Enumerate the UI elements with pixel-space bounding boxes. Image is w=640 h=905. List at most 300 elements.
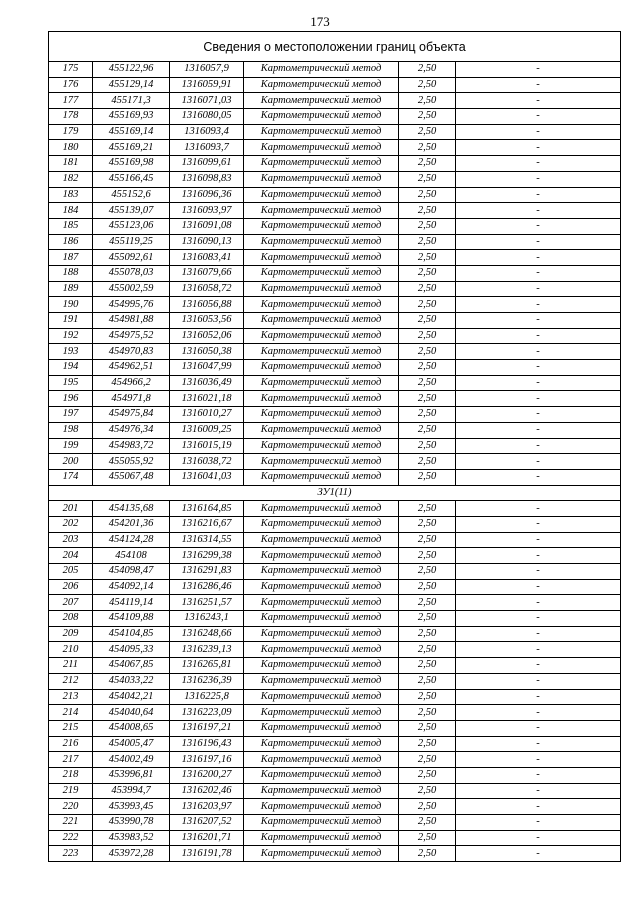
point-number-cell: 207 [49, 595, 93, 611]
accuracy-cell: 2,50 [399, 548, 456, 564]
x-coordinate-cell: 454033,22 [93, 673, 170, 689]
accuracy-cell: 2,50 [399, 109, 456, 125]
y-coordinate-cell: 1316236,39 [170, 673, 244, 689]
method-cell: Картометрический метод [244, 767, 399, 783]
method-cell: Картометрический метод [244, 564, 399, 580]
description-cell: - [456, 62, 621, 78]
point-number-cell: 198 [49, 422, 93, 438]
table-row [49, 642, 621, 658]
point-number-cell: 200 [49, 454, 93, 470]
point-number-cell: 188 [49, 265, 93, 281]
point-number-cell: 182 [49, 171, 93, 187]
accuracy-cell: 2,50 [399, 579, 456, 595]
description-cell: - [456, 846, 621, 862]
description-cell: - [456, 736, 621, 752]
method-cell: Картометрический метод [244, 313, 399, 329]
table-row [49, 438, 621, 454]
x-coordinate-cell: 454962,51 [93, 360, 170, 376]
y-coordinate-cell: 1316197,16 [170, 752, 244, 768]
table-row [49, 469, 621, 485]
y-coordinate-cell: 1316080,05 [170, 109, 244, 125]
y-coordinate-cell: 1316251,57 [170, 595, 244, 611]
y-coordinate-cell: 1316314,55 [170, 532, 244, 548]
description-cell: - [456, 564, 621, 580]
method-cell: Картометрический метод [244, 705, 399, 721]
table-row [49, 846, 621, 862]
y-coordinate-cell: 1316291,83 [170, 564, 244, 580]
y-coordinate-cell: 1316038,72 [170, 454, 244, 470]
accuracy-cell: 2,50 [399, 140, 456, 156]
description-cell: - [456, 77, 621, 93]
y-coordinate-cell: 1316099,61 [170, 156, 244, 172]
accuracy-cell: 2,50 [399, 438, 456, 454]
description-cell: - [456, 658, 621, 674]
description-cell: - [456, 313, 621, 329]
table-row [49, 579, 621, 595]
accuracy-cell: 2,50 [399, 281, 456, 297]
description-cell: - [456, 124, 621, 140]
x-coordinate-cell: 454002,49 [93, 752, 170, 768]
y-coordinate-cell: 1316164,85 [170, 501, 244, 517]
table-row [49, 454, 621, 470]
x-coordinate-cell: 455169,21 [93, 140, 170, 156]
method-cell: Картометрический метод [244, 720, 399, 736]
point-number-cell: 205 [49, 564, 93, 580]
method-cell: Картометрический метод [244, 62, 399, 78]
method-cell: Картометрический метод [244, 203, 399, 219]
description-cell: - [456, 830, 621, 846]
x-coordinate-cell: 454970,83 [93, 344, 170, 360]
point-number-cell: 180 [49, 140, 93, 156]
x-coordinate-cell: 455139,07 [93, 203, 170, 219]
point-number-cell: 203 [49, 532, 93, 548]
method-cell: Картометрический метод [244, 673, 399, 689]
accuracy-cell: 2,50 [399, 532, 456, 548]
method-cell: Картометрический метод [244, 815, 399, 831]
method-cell: Картометрический метод [244, 736, 399, 752]
x-coordinate-cell: 454119,14 [93, 595, 170, 611]
point-number-cell: 176 [49, 77, 93, 93]
method-cell: Картометрический метод [244, 77, 399, 93]
point-number-cell: 223 [49, 846, 93, 862]
x-coordinate-cell: 454008,65 [93, 720, 170, 736]
table-row [49, 673, 621, 689]
table-row [49, 328, 621, 344]
accuracy-cell: 2,50 [399, 705, 456, 721]
description-cell: - [456, 626, 621, 642]
point-number-cell: 204 [49, 548, 93, 564]
accuracy-cell: 2,50 [399, 234, 456, 250]
x-coordinate-cell: 454095,33 [93, 642, 170, 658]
table-row [49, 109, 621, 125]
x-coordinate-cell: 454976,34 [93, 422, 170, 438]
point-number-cell: 221 [49, 815, 93, 831]
table-row [49, 626, 621, 642]
accuracy-cell: 2,50 [399, 218, 456, 234]
x-coordinate-cell: 455129,14 [93, 77, 170, 93]
description-cell: - [456, 720, 621, 736]
method-cell: Картометрический метод [244, 360, 399, 376]
method-cell: Картометрический метод [244, 375, 399, 391]
point-number-cell: 219 [49, 783, 93, 799]
x-coordinate-cell: 455002,59 [93, 281, 170, 297]
point-number-cell: 208 [49, 611, 93, 627]
point-number-cell: 216 [49, 736, 93, 752]
point-number-cell: 214 [49, 705, 93, 721]
point-number-cell: 194 [49, 360, 93, 376]
x-coordinate-cell: 454983,72 [93, 438, 170, 454]
y-coordinate-cell: 1316196,43 [170, 736, 244, 752]
point-number-cell: 177 [49, 93, 93, 109]
point-number-cell: 179 [49, 124, 93, 140]
description-cell: - [456, 595, 621, 611]
table-row [49, 234, 621, 250]
table-row [49, 783, 621, 799]
point-number-cell: 210 [49, 642, 93, 658]
method-cell: Картометрический метод [244, 752, 399, 768]
table-row [49, 689, 621, 705]
x-coordinate-cell: 453993,45 [93, 799, 170, 815]
section-header-row [49, 485, 621, 501]
method-cell: Картометрический метод [244, 265, 399, 281]
x-coordinate-cell: 454005,47 [93, 736, 170, 752]
point-number-cell: 213 [49, 689, 93, 705]
point-number-cell: 189 [49, 281, 93, 297]
method-cell: Картометрический метод [244, 328, 399, 344]
description-cell: - [456, 265, 621, 281]
y-coordinate-cell: 1316093,7 [170, 140, 244, 156]
description-cell: - [456, 109, 621, 125]
method-cell: Картометрический метод [244, 156, 399, 172]
y-coordinate-cell: 1316041,03 [170, 469, 244, 485]
y-coordinate-cell: 1316223,09 [170, 705, 244, 721]
method-cell: Картометрический метод [244, 548, 399, 564]
table-row [49, 360, 621, 376]
method-cell: Картометрический метод [244, 689, 399, 705]
description-cell: - [456, 501, 621, 517]
y-coordinate-cell: 1316047,99 [170, 360, 244, 376]
method-cell: Картометрический метод [244, 187, 399, 203]
point-number-cell: 201 [49, 501, 93, 517]
y-coordinate-cell: 1316083,41 [170, 250, 244, 266]
y-coordinate-cell: 1316197,21 [170, 720, 244, 736]
y-coordinate-cell: 1316093,4 [170, 124, 244, 140]
table-title: Сведения о местоположении границ объекта [49, 32, 621, 62]
description-cell: - [456, 454, 621, 470]
accuracy-cell: 2,50 [399, 297, 456, 313]
method-cell: Картометрический метод [244, 532, 399, 548]
point-number-cell: 199 [49, 438, 93, 454]
table-row [49, 187, 621, 203]
point-number-cell: 217 [49, 752, 93, 768]
point-number-cell: 218 [49, 767, 93, 783]
description-cell: - [456, 218, 621, 234]
method-cell: Картометрический метод [244, 391, 399, 407]
accuracy-cell: 2,50 [399, 689, 456, 705]
x-coordinate-cell: 454040,64 [93, 705, 170, 721]
table-row [49, 815, 621, 831]
description-cell: - [456, 344, 621, 360]
table-row [49, 767, 621, 783]
x-coordinate-cell: 453994,7 [93, 783, 170, 799]
table-row [49, 375, 621, 391]
description-cell: - [456, 767, 621, 783]
accuracy-cell: 2,50 [399, 375, 456, 391]
y-coordinate-cell: 1316248,66 [170, 626, 244, 642]
accuracy-cell: 2,50 [399, 611, 456, 627]
y-coordinate-cell: 1316202,46 [170, 783, 244, 799]
description-cell: - [456, 469, 621, 485]
x-coordinate-cell: 453996,81 [93, 767, 170, 783]
table-row [49, 407, 621, 423]
method-cell: Картометрический метод [244, 281, 399, 297]
x-coordinate-cell: 455169,98 [93, 156, 170, 172]
method-cell: Картометрический метод [244, 250, 399, 266]
method-cell: Картометрический метод [244, 218, 399, 234]
y-coordinate-cell: 1316093,97 [170, 203, 244, 219]
table-row [49, 799, 621, 815]
accuracy-cell: 2,50 [399, 752, 456, 768]
method-cell: Картометрический метод [244, 783, 399, 799]
table-row [49, 422, 621, 438]
table-body [49, 32, 621, 862]
point-number-cell: 209 [49, 626, 93, 642]
method-cell: Картометрический метод [244, 140, 399, 156]
table-row [49, 62, 621, 78]
x-coordinate-cell: 455119,25 [93, 234, 170, 250]
point-number-cell: 174 [49, 469, 93, 485]
table-row [49, 501, 621, 517]
point-number-cell: 193 [49, 344, 93, 360]
description-cell: - [456, 673, 621, 689]
x-coordinate-cell: 455122,96 [93, 62, 170, 78]
table-row [49, 705, 621, 721]
accuracy-cell: 2,50 [399, 344, 456, 360]
x-coordinate-cell: 455169,93 [93, 109, 170, 125]
accuracy-cell: 2,50 [399, 171, 456, 187]
y-coordinate-cell: 1316058,72 [170, 281, 244, 297]
y-coordinate-cell: 1316021,18 [170, 391, 244, 407]
point-number-cell: 175 [49, 62, 93, 78]
table-row [49, 736, 621, 752]
point-number-cell: 195 [49, 375, 93, 391]
accuracy-cell: 2,50 [399, 720, 456, 736]
accuracy-cell: 2,50 [399, 815, 456, 831]
description-cell: - [456, 140, 621, 156]
method-cell: Картометрический метод [244, 454, 399, 470]
accuracy-cell: 2,50 [399, 187, 456, 203]
method-cell: Картометрический метод [244, 93, 399, 109]
description-cell: - [456, 203, 621, 219]
description-cell: - [456, 516, 621, 532]
accuracy-cell: 2,50 [399, 77, 456, 93]
accuracy-cell: 2,50 [399, 783, 456, 799]
y-coordinate-cell: 1316286,46 [170, 579, 244, 595]
table-row [49, 140, 621, 156]
point-number-cell: 192 [49, 328, 93, 344]
x-coordinate-cell: 455055,92 [93, 454, 170, 470]
description-cell: - [456, 234, 621, 250]
x-coordinate-cell: 454966,2 [93, 375, 170, 391]
table-row [49, 595, 621, 611]
table-row [49, 344, 621, 360]
description-cell: - [456, 548, 621, 564]
accuracy-cell: 2,50 [399, 422, 456, 438]
description-cell: - [456, 611, 621, 627]
description-cell: - [456, 705, 621, 721]
y-coordinate-cell: 1316010,27 [170, 407, 244, 423]
x-coordinate-cell: 454067,85 [93, 658, 170, 674]
method-cell: Картометрический метод [244, 658, 399, 674]
table-row [49, 548, 621, 564]
y-coordinate-cell: 1316071,03 [170, 93, 244, 109]
method-cell: Картометрический метод [244, 109, 399, 125]
point-number-cell: 181 [49, 156, 93, 172]
description-cell: - [456, 532, 621, 548]
table-row [49, 124, 621, 140]
table-row [49, 156, 621, 172]
accuracy-cell: 2,50 [399, 830, 456, 846]
section-label: ЗУ1(11) [49, 485, 621, 501]
y-coordinate-cell: 1316299,38 [170, 548, 244, 564]
x-coordinate-cell: 453990,78 [93, 815, 170, 831]
description-cell: - [456, 93, 621, 109]
accuracy-cell: 2,50 [399, 62, 456, 78]
x-coordinate-cell: 454042,21 [93, 689, 170, 705]
method-cell: Картометрический метод [244, 422, 399, 438]
description-cell: - [456, 438, 621, 454]
table-row [49, 658, 621, 674]
x-coordinate-cell: 455152,6 [93, 187, 170, 203]
x-coordinate-cell: 454109,88 [93, 611, 170, 627]
x-coordinate-cell: 453972,28 [93, 846, 170, 862]
accuracy-cell: 2,50 [399, 250, 456, 266]
y-coordinate-cell: 1316079,66 [170, 265, 244, 281]
table-row [49, 752, 621, 768]
point-number-cell: 184 [49, 203, 93, 219]
y-coordinate-cell: 1316036,49 [170, 375, 244, 391]
method-cell: Картометрический метод [244, 171, 399, 187]
method-cell: Картометрический метод [244, 579, 399, 595]
description-cell: - [456, 783, 621, 799]
method-cell: Картометрический метод [244, 234, 399, 250]
method-cell: Картометрический метод [244, 799, 399, 815]
table-row [49, 265, 621, 281]
accuracy-cell: 2,50 [399, 469, 456, 485]
x-coordinate-cell: 454975,84 [93, 407, 170, 423]
point-number-cell: 196 [49, 391, 93, 407]
description-cell: - [456, 579, 621, 595]
description-cell: - [456, 250, 621, 266]
x-coordinate-cell: 454135,68 [93, 501, 170, 517]
y-coordinate-cell: 1316098,83 [170, 171, 244, 187]
method-cell: Картометрический метод [244, 407, 399, 423]
accuracy-cell: 2,50 [399, 673, 456, 689]
boundary-coordinates-table [48, 31, 621, 862]
accuracy-cell: 2,50 [399, 642, 456, 658]
method-cell: Картометрический метод [244, 344, 399, 360]
x-coordinate-cell: 454104,85 [93, 626, 170, 642]
point-number-cell: 190 [49, 297, 93, 313]
x-coordinate-cell: 454092,14 [93, 579, 170, 595]
point-number-cell: 186 [49, 234, 93, 250]
table-row [49, 250, 621, 266]
page-number: 173 [310, 14, 330, 29]
description-cell: - [456, 297, 621, 313]
accuracy-cell: 2,50 [399, 767, 456, 783]
method-cell: Картометрический метод [244, 516, 399, 532]
accuracy-cell: 2,50 [399, 328, 456, 344]
table-row [49, 218, 621, 234]
y-coordinate-cell: 1316201,71 [170, 830, 244, 846]
x-coordinate-cell: 455067,48 [93, 469, 170, 485]
x-coordinate-cell: 454124,28 [93, 532, 170, 548]
point-number-cell: 185 [49, 218, 93, 234]
y-coordinate-cell: 1316203,97 [170, 799, 244, 815]
description-cell: - [456, 375, 621, 391]
accuracy-cell: 2,50 [399, 203, 456, 219]
y-coordinate-cell: 1316207,52 [170, 815, 244, 831]
table-row [49, 516, 621, 532]
accuracy-cell: 2,50 [399, 501, 456, 517]
x-coordinate-cell: 454995,76 [93, 297, 170, 313]
y-coordinate-cell: 1316096,36 [170, 187, 244, 203]
accuracy-cell: 2,50 [399, 93, 456, 109]
y-coordinate-cell: 1316243,1 [170, 611, 244, 627]
x-coordinate-cell: 455092,61 [93, 250, 170, 266]
method-cell: Картометрический метод [244, 642, 399, 658]
point-number-cell: 183 [49, 187, 93, 203]
x-coordinate-cell: 455169,14 [93, 124, 170, 140]
method-cell: Картометрический метод [244, 469, 399, 485]
description-cell: - [456, 281, 621, 297]
method-cell: Картометрический метод [244, 626, 399, 642]
accuracy-cell: 2,50 [399, 391, 456, 407]
x-coordinate-cell: 455078,03 [93, 265, 170, 281]
accuracy-cell: 2,50 [399, 736, 456, 752]
accuracy-cell: 2,50 [399, 658, 456, 674]
description-cell: - [456, 328, 621, 344]
description-cell: - [456, 156, 621, 172]
description-cell: - [456, 171, 621, 187]
description-cell: - [456, 752, 621, 768]
table-row [49, 93, 621, 109]
table-row [49, 203, 621, 219]
accuracy-cell: 2,50 [399, 516, 456, 532]
accuracy-cell: 2,50 [399, 265, 456, 281]
point-number-cell: 178 [49, 109, 93, 125]
table-row [49, 391, 621, 407]
point-number-cell: 206 [49, 579, 93, 595]
table-row [49, 313, 621, 329]
y-coordinate-cell: 1316052,06 [170, 328, 244, 344]
method-cell: Картометрический метод [244, 124, 399, 140]
y-coordinate-cell: 1316090,13 [170, 234, 244, 250]
y-coordinate-cell: 1316265,81 [170, 658, 244, 674]
y-coordinate-cell: 1316059,91 [170, 77, 244, 93]
accuracy-cell: 2,50 [399, 626, 456, 642]
y-coordinate-cell: 1316216,67 [170, 516, 244, 532]
x-coordinate-cell: 453983,52 [93, 830, 170, 846]
method-cell: Картометрический метод [244, 830, 399, 846]
method-cell: Картометрический метод [244, 438, 399, 454]
description-cell: - [456, 187, 621, 203]
point-number-cell: 222 [49, 830, 93, 846]
point-number-cell: 215 [49, 720, 93, 736]
method-cell: Картометрический метод [244, 595, 399, 611]
x-coordinate-cell: 454201,36 [93, 516, 170, 532]
x-coordinate-cell: 455166,45 [93, 171, 170, 187]
